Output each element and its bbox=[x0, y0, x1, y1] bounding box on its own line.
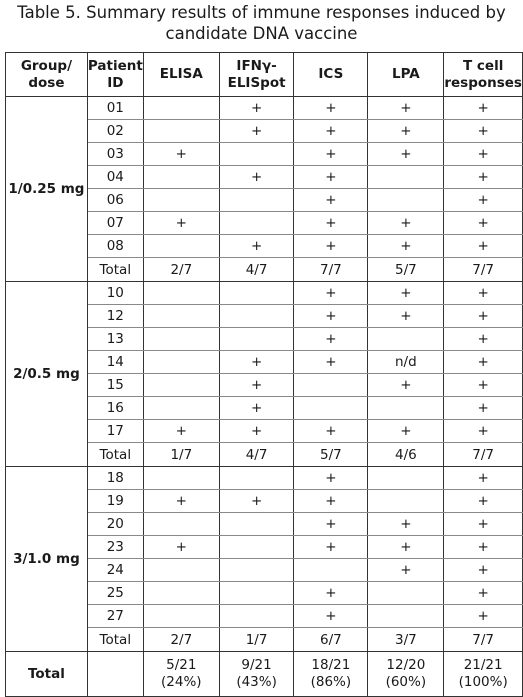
ifn-elispot-cell bbox=[219, 212, 294, 235]
patient-id-cell: 14 bbox=[87, 351, 143, 374]
ifn-elispot-cell: + bbox=[219, 420, 294, 443]
lpa-cell bbox=[368, 467, 444, 490]
ics-cell: + bbox=[294, 328, 368, 351]
ics-cell bbox=[294, 374, 368, 397]
table-caption bbox=[0, 2, 523, 44]
ics-cell: + bbox=[294, 189, 368, 212]
group-total-tcell: 7/7 bbox=[444, 258, 523, 282]
group-total-ifn-elispot: 4/7 bbox=[219, 443, 294, 467]
elisa-cell bbox=[143, 374, 219, 397]
elisa-cell bbox=[143, 582, 219, 605]
tcell-cell: + bbox=[444, 235, 523, 258]
ics-cell: + bbox=[294, 351, 368, 374]
grand-total-elisa bbox=[143, 652, 219, 697]
grand-total-ics-pct: (86%) bbox=[310, 674, 352, 690]
tcell-cell: + bbox=[444, 513, 523, 536]
tcell-cell: + bbox=[444, 559, 523, 582]
header-elisa bbox=[143, 53, 219, 97]
ifn-elispot-cell bbox=[219, 282, 294, 305]
immune-response-table bbox=[5, 52, 523, 697]
ics-cell: + bbox=[294, 467, 368, 490]
elisa-cell bbox=[143, 397, 219, 420]
ifn-elispot-cell bbox=[219, 467, 294, 490]
ifn-elispot-cell: + bbox=[219, 397, 294, 420]
patient-id-cell: 27 bbox=[87, 605, 143, 628]
ics-cell: + bbox=[294, 212, 368, 235]
header-tcell-line2: responses bbox=[444, 74, 522, 91]
ifn-elispot-cell: + bbox=[219, 490, 294, 513]
lpa-cell: + bbox=[368, 305, 444, 328]
caption-line-1: Table 5. Summary results of immune responses induced by bbox=[17, 3, 506, 22]
patient-id-cell: 18 bbox=[87, 467, 143, 490]
grand-total-ics bbox=[294, 652, 368, 697]
group-total-lpa: 3/7 bbox=[368, 628, 444, 652]
ics-cell: + bbox=[294, 143, 368, 166]
grand-total-lpa-pct: (60%) bbox=[385, 674, 427, 690]
grand-total-ifn-count: 9/21 bbox=[241, 657, 272, 673]
ifn-elispot-cell: + bbox=[219, 120, 294, 143]
ifn-elispot-cell bbox=[219, 559, 294, 582]
group-total-elisa: 2/7 bbox=[143, 258, 219, 282]
table-body bbox=[6, 97, 523, 652]
elisa-cell: + bbox=[143, 212, 219, 235]
elisa-cell: + bbox=[143, 420, 219, 443]
lpa-cell: + bbox=[368, 536, 444, 559]
elisa-cell bbox=[143, 513, 219, 536]
group-total-label: Total bbox=[87, 628, 143, 652]
grand-total-tcell-count: 21/21 bbox=[463, 657, 503, 673]
ifn-elispot-cell bbox=[219, 305, 294, 328]
elisa-cell bbox=[143, 235, 219, 258]
header-group-line2: dose bbox=[28, 74, 65, 91]
grand-total-tcell-pct: (100%) bbox=[458, 674, 508, 690]
grand-total-ifn bbox=[219, 652, 294, 697]
table-row bbox=[6, 97, 523, 120]
patient-id-cell: 24 bbox=[87, 559, 143, 582]
group-total-label: Total bbox=[87, 443, 143, 467]
tcell-cell: + bbox=[444, 467, 523, 490]
patient-id-cell: 01 bbox=[87, 97, 143, 120]
tcell-cell: + bbox=[444, 120, 523, 143]
header-ifn-line2: ELISpot bbox=[227, 74, 286, 91]
tcell-cell: + bbox=[444, 582, 523, 605]
ifn-elispot-cell bbox=[219, 189, 294, 212]
ics-cell: + bbox=[294, 420, 368, 443]
elisa-cell: + bbox=[143, 490, 219, 513]
group-total-tcell: 7/7 bbox=[444, 443, 523, 467]
patient-id-cell: 10 bbox=[87, 282, 143, 305]
grand-total-tcell bbox=[444, 652, 523, 697]
ifn-elispot-cell: + bbox=[219, 166, 294, 189]
ics-cell: + bbox=[294, 120, 368, 143]
group-total-elisa: 1/7 bbox=[143, 443, 219, 467]
tcell-cell: + bbox=[444, 166, 523, 189]
group-total-label: Total bbox=[87, 258, 143, 282]
header-elisa-label: ELISA bbox=[159, 66, 203, 82]
patient-id-cell: 16 bbox=[87, 397, 143, 420]
ics-cell: + bbox=[294, 582, 368, 605]
ics-cell: + bbox=[294, 97, 368, 120]
group-total-ics: 6/7 bbox=[294, 628, 368, 652]
ics-cell: + bbox=[294, 235, 368, 258]
ifn-elispot-cell bbox=[219, 582, 294, 605]
patient-id-cell: 17 bbox=[87, 420, 143, 443]
lpa-cell bbox=[368, 328, 444, 351]
lpa-cell: + bbox=[368, 282, 444, 305]
patient-id-cell: 03 bbox=[87, 143, 143, 166]
lpa-cell bbox=[368, 397, 444, 420]
tcell-cell: + bbox=[444, 374, 523, 397]
tcell-cell: + bbox=[444, 397, 523, 420]
ics-cell: + bbox=[294, 166, 368, 189]
elisa-cell bbox=[143, 305, 219, 328]
tcell-cell: + bbox=[444, 351, 523, 374]
tcell-cell: + bbox=[444, 282, 523, 305]
elisa-cell bbox=[143, 189, 219, 212]
ics-cell: + bbox=[294, 490, 368, 513]
elisa-cell bbox=[143, 97, 219, 120]
patient-id-cell: 15 bbox=[87, 374, 143, 397]
ifn-elispot-cell bbox=[219, 328, 294, 351]
patient-id-cell: 25 bbox=[87, 582, 143, 605]
grand-total-ifn-pct: (43%) bbox=[236, 674, 277, 690]
group-total-ics: 5/7 bbox=[294, 443, 368, 467]
ifn-elispot-cell: + bbox=[219, 351, 294, 374]
header-tcell-line1: T cell bbox=[463, 57, 504, 74]
grand-total-ics-count: 18/21 bbox=[311, 657, 351, 673]
elisa-cell bbox=[143, 467, 219, 490]
elisa-cell bbox=[143, 605, 219, 628]
lpa-cell: + bbox=[368, 513, 444, 536]
grand-total-lpa-count: 12/20 bbox=[386, 657, 426, 673]
patient-id-cell: 02 bbox=[87, 120, 143, 143]
patient-id-cell: 23 bbox=[87, 536, 143, 559]
group-total-elisa: 2/7 bbox=[143, 628, 219, 652]
patient-id-cell: 20 bbox=[87, 513, 143, 536]
header-lpa bbox=[368, 53, 444, 97]
patient-id-cell: 07 bbox=[87, 212, 143, 235]
tcell-cell: + bbox=[444, 212, 523, 235]
group-total-ics: 7/7 bbox=[294, 258, 368, 282]
lpa-cell: + bbox=[368, 559, 444, 582]
ifn-elispot-cell bbox=[219, 143, 294, 166]
patient-id-cell: 13 bbox=[87, 328, 143, 351]
ics-cell: + bbox=[294, 536, 368, 559]
tcell-cell: + bbox=[444, 420, 523, 443]
header-row bbox=[6, 53, 523, 97]
lpa-cell: + bbox=[368, 143, 444, 166]
ifn-elispot-cell: + bbox=[219, 97, 294, 120]
header-group-line1: Group/ bbox=[20, 57, 73, 74]
lpa-cell bbox=[368, 605, 444, 628]
ifn-elispot-cell: + bbox=[219, 235, 294, 258]
lpa-cell bbox=[368, 582, 444, 605]
lpa-cell: + bbox=[368, 212, 444, 235]
patient-id-cell: 06 bbox=[87, 189, 143, 212]
lpa-cell: + bbox=[368, 120, 444, 143]
patient-id-cell: 12 bbox=[87, 305, 143, 328]
header-ics bbox=[294, 53, 368, 97]
lpa-cell bbox=[368, 166, 444, 189]
header-lpa-label: LPA bbox=[391, 66, 420, 82]
tcell-cell: + bbox=[444, 97, 523, 120]
elisa-cell bbox=[143, 282, 219, 305]
ics-cell: + bbox=[294, 305, 368, 328]
group-dose-label: 3/1.0 mg bbox=[6, 467, 88, 652]
group-dose-label: 2/0.5 mg bbox=[6, 282, 88, 467]
group-total-lpa: 4/6 bbox=[368, 443, 444, 467]
grand-total-empty bbox=[87, 652, 143, 697]
ifn-elispot-cell: + bbox=[219, 374, 294, 397]
tcell-cell: + bbox=[444, 328, 523, 351]
tcell-cell: + bbox=[444, 536, 523, 559]
lpa-cell: + bbox=[368, 420, 444, 443]
elisa-cell: + bbox=[143, 143, 219, 166]
elisa-cell bbox=[143, 328, 219, 351]
table-row bbox=[6, 467, 523, 490]
patient-id-cell: 19 bbox=[87, 490, 143, 513]
header-ifn-elispot bbox=[219, 53, 294, 97]
header-ics-label: ICS bbox=[318, 66, 344, 82]
header-tcell bbox=[444, 53, 523, 97]
ics-cell bbox=[294, 397, 368, 420]
ics-cell: + bbox=[294, 282, 368, 305]
lpa-cell: + bbox=[368, 97, 444, 120]
elisa-cell bbox=[143, 166, 219, 189]
elisa-cell bbox=[143, 120, 219, 143]
ifn-elispot-cell bbox=[219, 605, 294, 628]
elisa-cell: + bbox=[143, 536, 219, 559]
header-group-dose bbox=[6, 53, 88, 97]
ics-cell: + bbox=[294, 605, 368, 628]
group-total-tcell: 7/7 bbox=[444, 628, 523, 652]
tcell-cell: + bbox=[444, 490, 523, 513]
group-total-ifn-elispot: 4/7 bbox=[219, 258, 294, 282]
group-dose-label: 1/0.25 mg bbox=[6, 97, 88, 282]
grand-total-elisa-count: 5/21 bbox=[166, 657, 197, 673]
grand-total-elisa-pct: (24%) bbox=[161, 674, 202, 690]
header-patient-line2: ID bbox=[107, 74, 124, 91]
lpa-cell: n/d bbox=[368, 351, 444, 374]
grand-total-row bbox=[6, 652, 523, 697]
grand-total-label: Total bbox=[6, 652, 88, 697]
tcell-cell: + bbox=[444, 189, 523, 212]
header-patient-id bbox=[87, 53, 143, 97]
header-patient-line1: Patient bbox=[87, 57, 143, 74]
elisa-cell bbox=[143, 559, 219, 582]
ics-cell: + bbox=[294, 513, 368, 536]
group-total-lpa: 5/7 bbox=[368, 258, 444, 282]
lpa-cell bbox=[368, 189, 444, 212]
caption-line-2: candidate DNA vaccine bbox=[165, 24, 358, 43]
patient-id-cell: 04 bbox=[87, 166, 143, 189]
header-ifn-line1: IFNγ- bbox=[236, 57, 277, 74]
table-row bbox=[6, 282, 523, 305]
ifn-elispot-cell bbox=[219, 513, 294, 536]
patient-id-cell: 08 bbox=[87, 235, 143, 258]
tcell-cell: + bbox=[444, 305, 523, 328]
group-total-ifn-elispot: 1/7 bbox=[219, 628, 294, 652]
ics-cell bbox=[294, 559, 368, 582]
lpa-cell: + bbox=[368, 374, 444, 397]
ifn-elispot-cell bbox=[219, 536, 294, 559]
lpa-cell bbox=[368, 490, 444, 513]
lpa-cell: + bbox=[368, 235, 444, 258]
grand-total-lpa bbox=[368, 652, 444, 697]
tcell-cell: + bbox=[444, 605, 523, 628]
elisa-cell bbox=[143, 351, 219, 374]
tcell-cell: + bbox=[444, 143, 523, 166]
